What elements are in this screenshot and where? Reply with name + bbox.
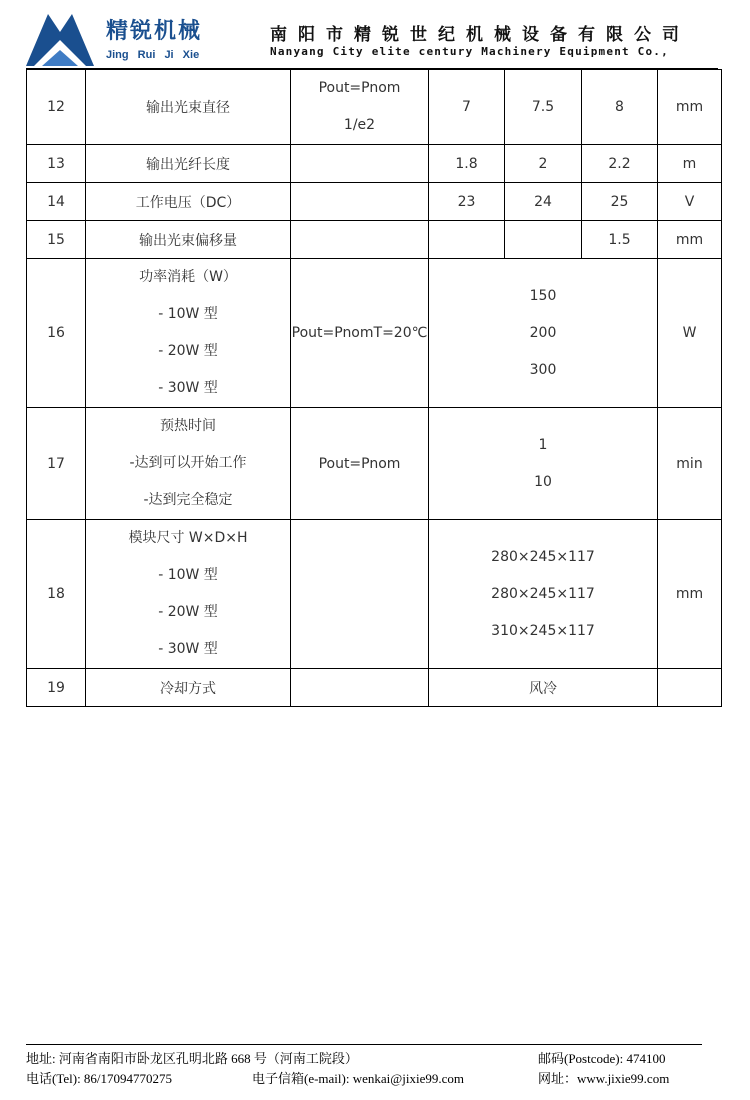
value-line: 1: [538, 436, 548, 453]
param-line: 预热时间: [160, 418, 216, 434]
condition-line: Pout=Pnom: [318, 80, 401, 96]
param-name: 工作电压（DC）: [86, 183, 291, 221]
unit: V: [658, 183, 722, 221]
min-value: 7: [429, 70, 505, 145]
logo-english-name: Jing Rui Ji Xie: [106, 49, 200, 61]
test-condition: [291, 669, 429, 707]
table-row: [27, 145, 722, 183]
table-row: [27, 520, 722, 669]
company-name-chinese: 南阳市精锐世纪机械设备有限公司: [270, 25, 690, 45]
logo-chinese-name: 精锐机械: [106, 19, 203, 44]
param-name: 输出光束偏移量: [86, 221, 291, 259]
min-value: [429, 221, 505, 259]
test-condition: [291, 183, 429, 221]
mountain-logo-icon: [26, 14, 94, 66]
param-name: 输出光束直径: [86, 70, 291, 145]
unit: mm: [658, 520, 722, 669]
typ-value: 2: [505, 145, 582, 183]
param-name: 输出光纤长度: [86, 145, 291, 183]
value-line: 150: [529, 287, 557, 304]
param-name: [86, 520, 291, 669]
min-value: 23: [429, 183, 505, 221]
company-name-english: Nanyang City elite century Machinery Equipment Co.,: [270, 45, 669, 58]
table-row: [27, 70, 722, 145]
row-number: 12: [27, 70, 86, 145]
param-line: 模块尺寸 W×D×H: [128, 530, 248, 546]
footer-website: 网址：www.jixie99.com: [538, 1071, 670, 1086]
condition-line: 1/e2: [343, 117, 376, 133]
unit: mm: [658, 221, 722, 259]
test-condition: Pout=Pnom: [291, 408, 429, 520]
footer-email: 电子信箱(e-mail): wenkai@jixie99.com: [252, 1071, 464, 1086]
param-name: 冷却方式: [86, 669, 291, 707]
row-number: 17: [27, 408, 86, 520]
merged-value: [429, 408, 658, 520]
param-line: - 20W 型: [158, 604, 218, 620]
unit: m: [658, 145, 722, 183]
typ-value: 7.5: [505, 70, 582, 145]
unit: [658, 669, 722, 707]
unit: W: [658, 259, 722, 408]
value-line: 310×245×117: [491, 622, 595, 639]
test-condition: [291, 520, 429, 669]
row-number: 13: [27, 145, 86, 183]
row-number: 15: [27, 221, 86, 259]
unit: mm: [658, 70, 722, 145]
footer-address: 地址: 河南省南阳市卧龙区孔明北路 668 号（河南工院段）: [26, 1051, 358, 1066]
test-condition: [291, 221, 429, 259]
footer-divider: [26, 1044, 702, 1045]
param-name: [86, 259, 291, 408]
max-value: 8: [582, 70, 658, 145]
table-row: [27, 669, 722, 707]
max-value: 1.5: [582, 221, 658, 259]
param-line: - 10W 型: [158, 567, 218, 583]
merged-value: [429, 259, 658, 408]
table-row: [27, 183, 722, 221]
param-line: 功率消耗（W）: [139, 269, 237, 285]
test-condition: Pout=PnomT=20℃: [291, 259, 429, 408]
param-line: -达到可以开始工作: [129, 455, 247, 471]
table-row: [27, 408, 722, 520]
param-line: - 10W 型: [158, 306, 218, 322]
row-number: 14: [27, 183, 86, 221]
footer-telephone: 电话(Tel): 86/17094770275: [26, 1071, 173, 1086]
param-name: [86, 408, 291, 520]
table-row: [27, 221, 722, 259]
max-value: 2.2: [582, 145, 658, 183]
param-line: - 30W 型: [158, 641, 218, 657]
typ-value: [505, 221, 582, 259]
footer-postcode: 邮码(Postcode): 474100: [538, 1051, 666, 1066]
row-number: 18: [27, 520, 86, 669]
min-value: 1.8: [429, 145, 505, 183]
value-line: 300: [529, 361, 557, 378]
row-number: 16: [27, 259, 86, 408]
value-line: 10: [534, 473, 552, 490]
spec-table: [26, 69, 722, 707]
unit: min: [658, 408, 722, 520]
param-line: - 30W 型: [158, 380, 218, 396]
max-value: 25: [582, 183, 658, 221]
row-number: 19: [27, 669, 86, 707]
param-line: - 20W 型: [158, 343, 218, 359]
merged-value: [429, 520, 658, 669]
test-condition: [291, 145, 429, 183]
merged-value: 风冷: [429, 669, 658, 707]
test-condition: [291, 70, 429, 145]
param-line: -达到完全稳定: [143, 492, 233, 508]
typ-value: 24: [505, 183, 582, 221]
value-line: 280×245×117: [491, 585, 595, 602]
value-line: 200: [529, 324, 557, 341]
value-line: 280×245×117: [491, 548, 595, 565]
table-row: [27, 259, 722, 408]
